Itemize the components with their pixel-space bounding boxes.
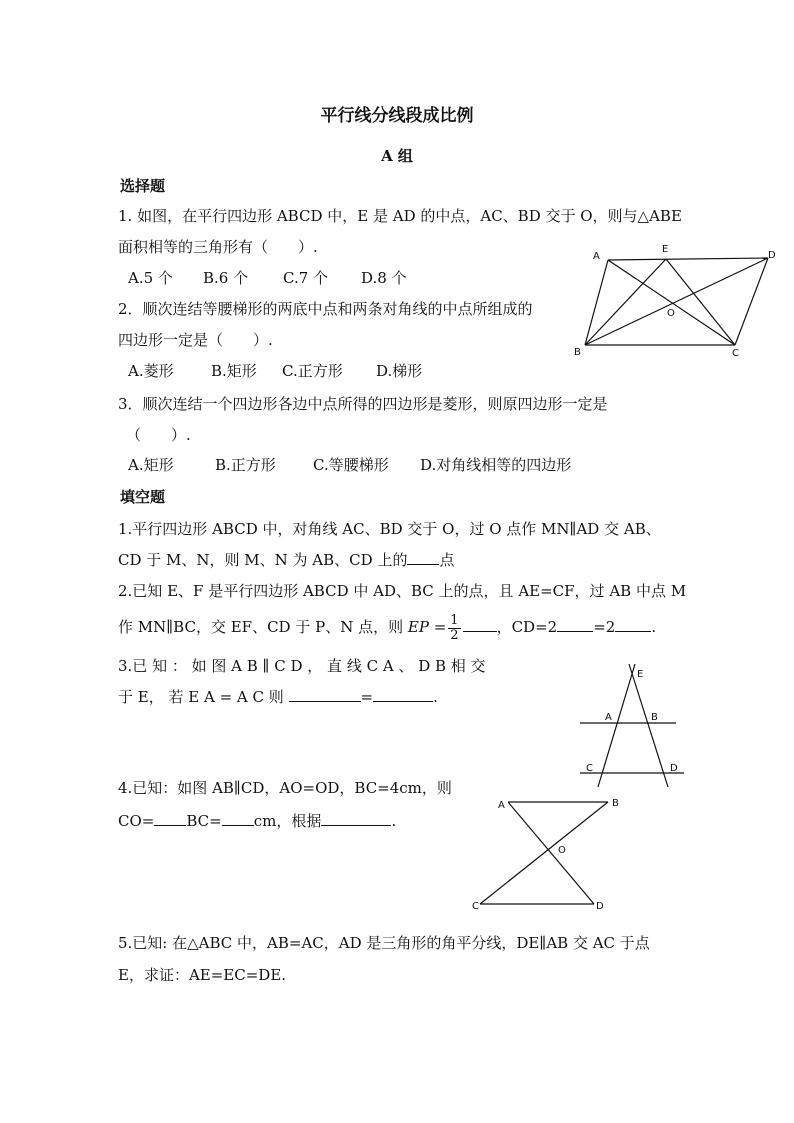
f3-end: . <box>433 688 438 706</box>
f2-end: . <box>651 618 657 636</box>
f4-line2 <box>118 811 396 831</box>
label-d: D <box>768 250 776 261</box>
f2-line2-text: 作 MN∥BC，交 EF、CD 于 P、N 点，则 <box>118 618 404 636</box>
f3-blank-2[interactable] <box>373 687 433 702</box>
label-c: C <box>586 763 593 774</box>
line-ca <box>598 664 635 787</box>
q2-option-c: C.正方形 <box>282 362 343 380</box>
label-o: O <box>558 845 566 856</box>
q1-line2: 面积相等的三角形有（ ）. <box>118 238 318 256</box>
f2-blank-3[interactable] <box>615 617 651 632</box>
f2-line2 <box>118 610 656 644</box>
f2-blank-1[interactable] <box>463 617 497 632</box>
f2-line1: 2.已知 E、F 是平行四边形 ABCD 中 AD、BC 上的点，且 AE=CF，过 AB 中点 M <box>118 582 687 600</box>
f2-ep-label: EP = <box>407 618 447 636</box>
f3-line2-text: 于 E， 若 E A = A C 则 <box>118 688 284 706</box>
f1-line2 <box>118 550 454 570</box>
q2-option-d: D.梯形 <box>376 362 423 380</box>
label-a: A <box>498 800 505 811</box>
label-c: C <box>472 901 479 912</box>
label-d: D <box>670 763 678 774</box>
q3-line2: （ ）. <box>126 426 191 444</box>
q3-option-c: C.等腰梯形 <box>313 456 389 474</box>
f2-fraction-denominator: 2 <box>450 627 459 643</box>
q1-option-a: A.5 个 <box>128 269 173 287</box>
f2-blank-2[interactable] <box>557 617 593 632</box>
q3-option-b: B.正方形 <box>215 456 276 474</box>
f2-fraction-numerator: 1 <box>450 612 459 628</box>
f2-cd-a: ，CD=2 <box>496 618 558 636</box>
f4-blank-co[interactable] <box>154 811 186 826</box>
f4-cm: cm，根据 <box>253 812 322 830</box>
f3-line1: 3.已 知 ： 如 图 A B ∥ C D ， 直 线 C A 、 D B 相 交 <box>118 657 486 675</box>
group-heading: A 组 <box>381 147 413 165</box>
segment-ad <box>608 258 768 260</box>
q1-option-b: B.6 个 <box>203 269 249 287</box>
f1-line2-text: CD 于 M、N，则 M、N 为 AB、CD 上的 <box>118 551 408 569</box>
q3-option-a: A.矩形 <box>128 456 174 474</box>
f2-fraction <box>448 614 460 643</box>
f4-blank-bc[interactable] <box>222 811 254 826</box>
section-choice-heading: 选择题 <box>120 177 166 195</box>
label-c: C <box>732 348 739 359</box>
f5-line2: E，求证：AE=EC=DE. <box>118 966 287 984</box>
q2-option-b: B.矩形 <box>211 362 257 380</box>
line-db <box>629 664 668 787</box>
f4-blank-reason[interactable] <box>321 811 391 826</box>
q1-option-c: C.7 个 <box>283 269 329 287</box>
page-title: 平行线分线段成比例 <box>320 106 474 126</box>
label-b: B <box>612 798 619 809</box>
f1-line2-end: 点 <box>439 551 455 569</box>
label-e: E <box>637 669 644 680</box>
segment-bc <box>480 802 608 904</box>
f4-co: CO= <box>118 812 155 830</box>
parallel-lines-figure <box>575 660 690 780</box>
label-o: O <box>667 308 675 319</box>
f1-answer-blank[interactable] <box>407 550 439 565</box>
q3-line1: 3．顺次连结一个四边形各边中点所得的四边形是菱形，则原四边形一定是 <box>118 395 608 413</box>
diagonal-ac <box>608 260 735 345</box>
label-a: A <box>593 251 600 262</box>
section-fill-heading: 填空题 <box>120 488 166 506</box>
label-b: B <box>651 712 658 723</box>
f1-line1: 1.平行四边形 ABCD 中，对角线 AC、BD 交于 O，过 O 点作 MN∥AD 交 AB、 <box>118 520 661 538</box>
f3-blank-1[interactable] <box>289 687 361 702</box>
f4-line1: 4.已知：如图 AB∥CD，AO=OD，BC=4cm，则 <box>118 779 452 797</box>
q2-option-a: A.菱形 <box>128 362 174 380</box>
label-a: A <box>605 712 612 723</box>
f3-line2 <box>118 687 438 707</box>
q1-line1: 1. 如图，在平行四边形 ABCD 中，E 是 AD 的中点，AC、BD 交于 O，则与△ABE <box>118 207 682 225</box>
q3-option-d: D.对角线相等的四边形 <box>420 456 572 474</box>
f3-eq: = <box>360 688 374 706</box>
label-e: E <box>662 244 669 255</box>
segment-ad <box>508 802 594 904</box>
f4-end: . <box>391 812 397 830</box>
label-d: D <box>596 901 604 912</box>
label-b: B <box>574 347 581 358</box>
q2-line1: 2．顺次连结等腰梯形的两底中点和两条对角线的中点所组成的 <box>118 300 533 318</box>
f4-bc: BC= <box>186 812 222 830</box>
hourglass-figure <box>470 795 630 915</box>
q1-option-d: D.8 个 <box>361 269 407 287</box>
f2-cd-b: =2 <box>593 618 616 636</box>
parallelogram-figure <box>575 240 785 365</box>
q2-line2: 四边形一定是（ ）. <box>118 331 273 349</box>
f5-line1: 5.已知: 在△ABC 中，AB=AC，AD 是三角形的角平分线，DE∥AB 交 AC 于点 <box>118 934 650 952</box>
